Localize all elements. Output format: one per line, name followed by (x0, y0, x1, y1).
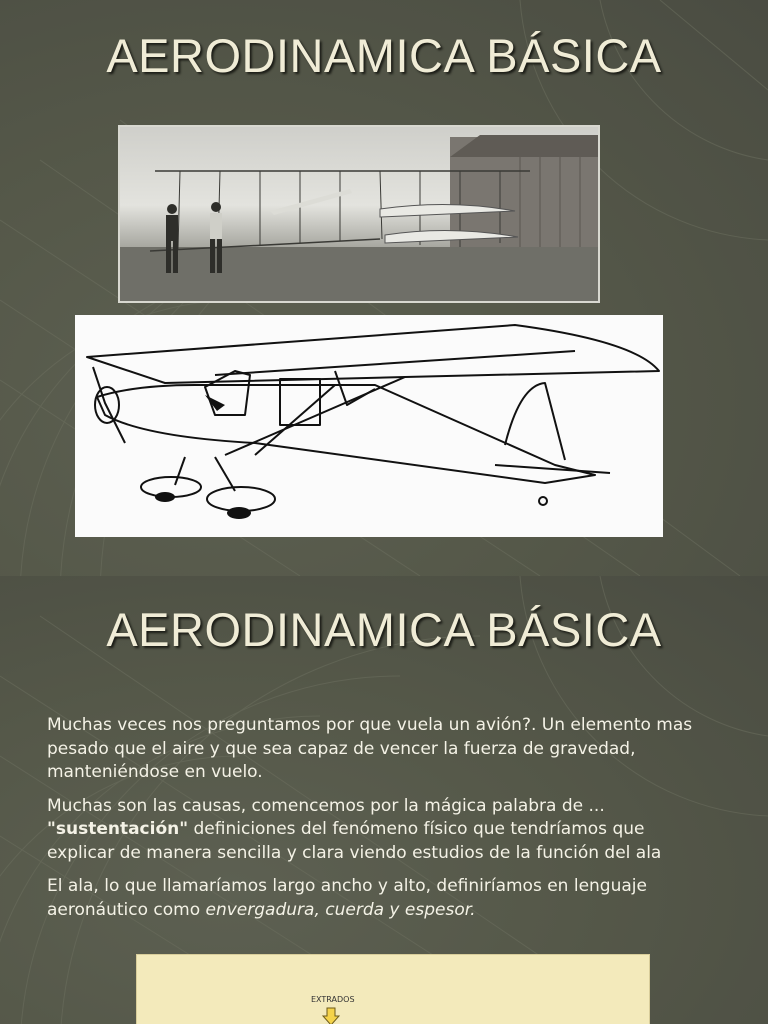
paragraph-2 (47, 795, 707, 866)
wright-biplane-photo (118, 125, 600, 303)
paragraph-2-end: definiciones del fenómeno físico que tendríamos que explicar de manera sencilla y clara viendo estudios de la función del ala (47, 819, 662, 863)
monoplane-illustration (75, 315, 663, 537)
paragraph-1: Muchas veces nos preguntamos por que vuela un avión?. Un elemento mas pesado que el aire y que sea capaz de vencer la fuerza de gravedad, manteniéndose en vuelo. (47, 715, 693, 782)
sustentacion-keyword: "sustentación" (47, 819, 189, 839)
slide-2-title: AERODINAMICA BÁSICA (106, 603, 662, 656)
paragraph-2-start: Muchas son las causas, comencemos por la mágica palabra de ... (47, 795, 605, 816)
monoplane-line-drawing (75, 315, 663, 537)
wing-profile-diagram (136, 954, 650, 1024)
slide-body-text (47, 714, 707, 932)
paragraph-3 (47, 875, 707, 922)
slide-2 (0, 576, 768, 1024)
wing-dimensions-terms: envergadura, cuerda y espesor. (205, 899, 476, 920)
down-arrow-icon (321, 1007, 341, 1024)
paragraph-3-start: El ala, lo que llamaríamos largo ancho y alto, definiríamos en lenguaje aeronáutico como (47, 876, 647, 920)
wright-biplane-illustration (120, 127, 598, 301)
extrados-label: EXTRADOS (311, 995, 355, 1004)
slide-1-title: AERODINAMICA BÁSICA (106, 29, 662, 82)
